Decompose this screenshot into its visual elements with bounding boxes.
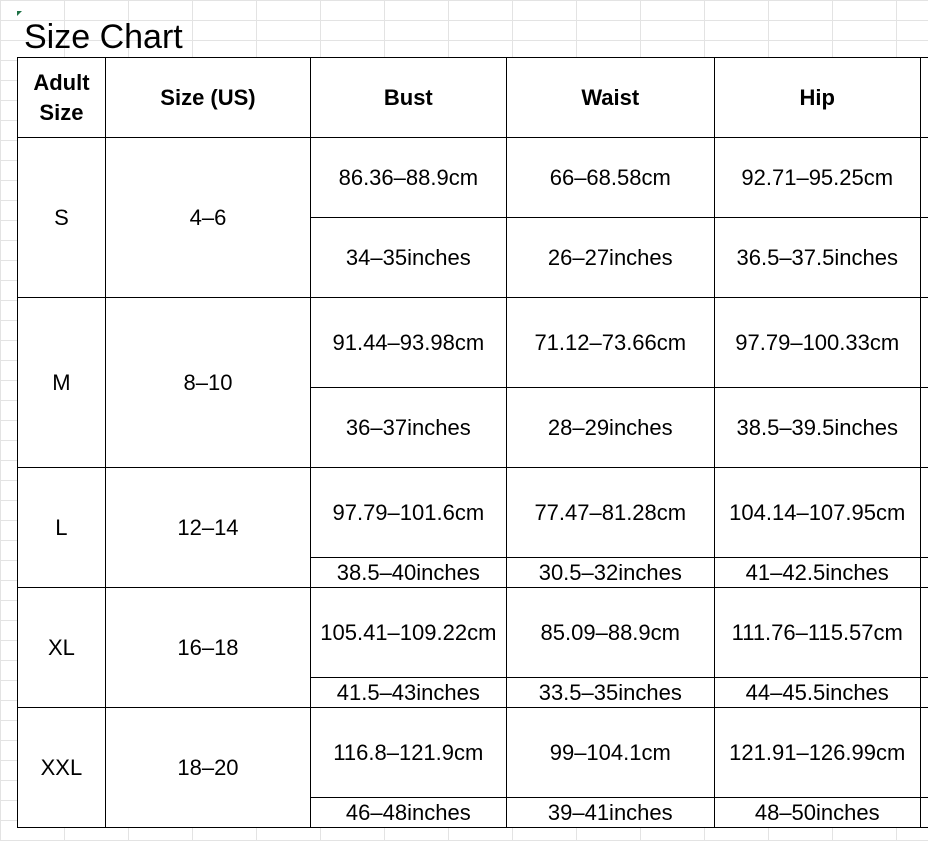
header-adult-size[interactable]: Adult Size [18, 58, 106, 138]
waist-cm-cell[interactable]: 71.12–73.66cm [506, 298, 714, 388]
active-cell-marker [17, 11, 22, 16]
hip-inches-cell[interactable]: 44–45.5inches [714, 678, 920, 708]
hip-inches-cell[interactable]: 36.5–37.5inches [714, 218, 920, 298]
waist-cm-cell[interactable]: 99–104.1cm [506, 708, 714, 798]
size-us-cell[interactable]: 16–18 [105, 588, 310, 708]
overflow-cell[interactable] [920, 138, 928, 218]
table-row [18, 138, 928, 218]
table-row [18, 468, 928, 558]
table-row [18, 708, 928, 798]
overflow-cell[interactable] [920, 298, 928, 388]
adult-size-cell[interactable]: M [18, 298, 106, 468]
overflow-cell[interactable] [920, 558, 928, 588]
overflow-cell[interactable] [920, 798, 928, 828]
header-overflow-cell[interactable] [920, 58, 928, 138]
size-us-cell[interactable]: 12–14 [105, 468, 310, 588]
hip-inches-cell[interactable]: 38.5–39.5inches [714, 388, 920, 468]
header-waist[interactable]: Waist [506, 58, 714, 138]
bust-cm-cell[interactable]: 91.44–93.98cm [311, 298, 506, 388]
header-row [18, 58, 928, 138]
hip-cm-cell[interactable]: 92.71–95.25cm [714, 138, 920, 218]
overflow-cell[interactable] [920, 468, 928, 558]
bust-cm-cell[interactable]: 105.41–109.22cm [311, 588, 506, 678]
bust-cm-cell[interactable]: 86.36–88.9cm [311, 138, 506, 218]
waist-inches-cell[interactable]: 33.5–35inches [506, 678, 714, 708]
bust-inches-cell[interactable]: 34–35inches [311, 218, 506, 298]
overflow-cell[interactable] [920, 708, 928, 798]
bust-inches-cell[interactable]: 41.5–43inches [311, 678, 506, 708]
overflow-cell[interactable] [920, 388, 928, 468]
waist-inches-cell[interactable]: 39–41inches [506, 798, 714, 828]
header-hip[interactable]: Hip [714, 58, 920, 138]
table-row [18, 298, 928, 388]
bust-inches-cell[interactable]: 36–37inches [311, 388, 506, 468]
hip-cm-cell[interactable]: 111.76–115.57cm [714, 588, 920, 678]
overflow-cell[interactable] [920, 588, 928, 678]
waist-cm-cell[interactable]: 85.09–88.9cm [506, 588, 714, 678]
waist-inches-cell[interactable]: 30.5–32inches [506, 558, 714, 588]
adult-size-cell[interactable]: XXL [18, 708, 106, 828]
adult-size-cell[interactable]: XL [18, 588, 106, 708]
size-us-cell[interactable]: 18–20 [105, 708, 310, 828]
waist-cm-cell[interactable]: 66–68.58cm [506, 138, 714, 218]
overflow-cell[interactable] [920, 218, 928, 298]
header-size-us[interactable]: Size (US) [105, 58, 310, 138]
size-us-cell[interactable]: 4–6 [105, 138, 310, 298]
bust-inches-cell[interactable]: 38.5–40inches [311, 558, 506, 588]
bust-cm-cell[interactable]: 97.79–101.6cm [311, 468, 506, 558]
hip-inches-cell[interactable]: 48–50inches [714, 798, 920, 828]
hip-cm-cell[interactable]: 121.91–126.99cm [714, 708, 920, 798]
hip-cm-cell[interactable]: 97.79–100.33cm [714, 298, 920, 388]
hip-inches-cell[interactable]: 41–42.5inches [714, 558, 920, 588]
waist-inches-cell[interactable]: 26–27inches [506, 218, 714, 298]
bust-inches-cell[interactable]: 46–48inches [311, 798, 506, 828]
size-chart-table [17, 57, 928, 828]
size-us-cell[interactable]: 8–10 [105, 298, 310, 468]
waist-inches-cell[interactable]: 28–29inches [506, 388, 714, 468]
adult-size-cell[interactable]: L [18, 468, 106, 588]
adult-size-cell[interactable]: S [18, 138, 106, 298]
table-row [18, 588, 928, 678]
sheet-title: Size Chart [24, 18, 183, 56]
overflow-cell[interactable] [920, 678, 928, 708]
waist-cm-cell[interactable]: 77.47–81.28cm [506, 468, 714, 558]
bust-cm-cell[interactable]: 116.8–121.9cm [311, 708, 506, 798]
header-bust[interactable]: Bust [311, 58, 506, 138]
hip-cm-cell[interactable]: 104.14–107.95cm [714, 468, 920, 558]
